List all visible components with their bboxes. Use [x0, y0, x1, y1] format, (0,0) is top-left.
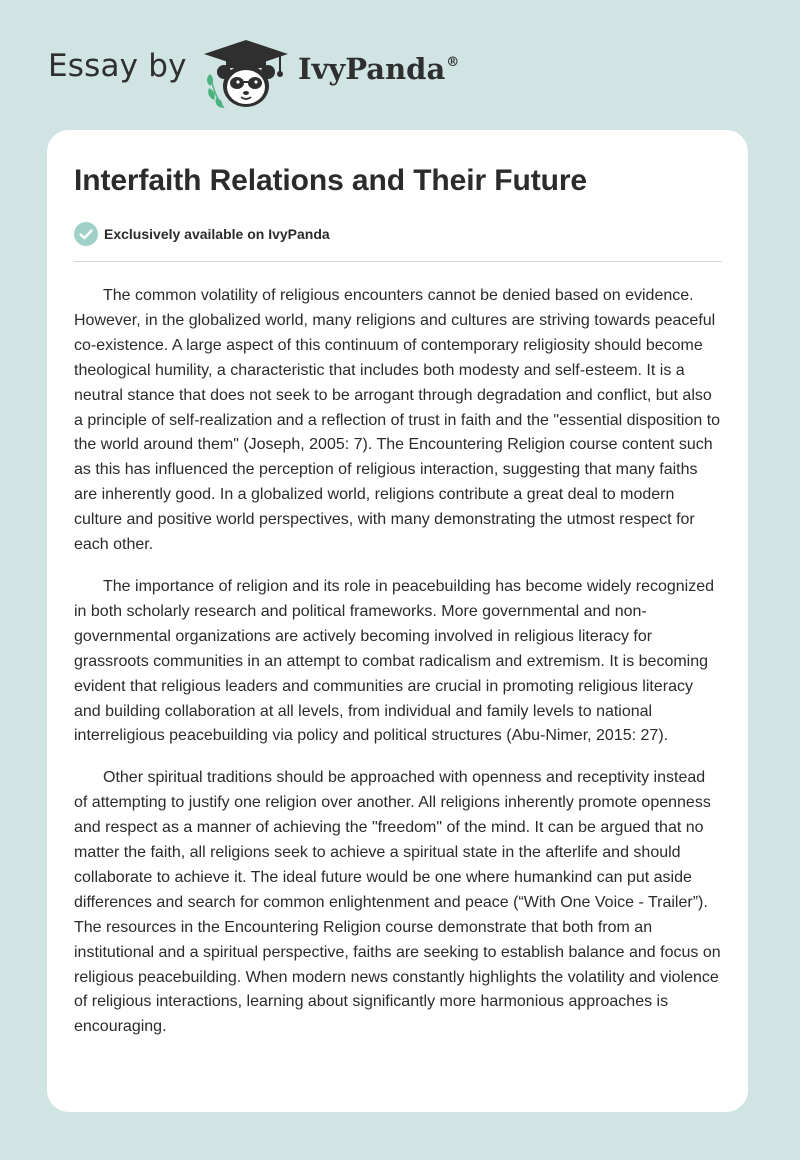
- exclusive-badge-label: Exclusively available on IvyPanda: [104, 226, 330, 242]
- ivypanda-logo-icon[interactable]: [200, 38, 292, 110]
- essay-paragraph: Other spiritual traditions should be approached with openness and receptivity instead of attempting to justify one religion over another. All religions inherently promote openness and respect as a manner of achieving the "freedom" of the mind. It can be argued that no matter the faith, all religions seek to achieve a spiritual state in the afterlife and should collaborate to achieve it. The ideal future would be one where humankind can put aside differences and search for common enlightenment and peace (“With One Voice - Trailer”). The resources in the Encountering Religion course demonstrate that both from an institutional and a spiritual perspective, faiths are seeking to establish balance and focus on religious peacebuilding. When modern news constantly highlights the volatility and violence of religious interactions, learning about significantly more harmonious approaches is encouraging.: [74, 769, 721, 1036]
- exclusive-badge: [74, 222, 330, 246]
- site-header: [0, 0, 800, 130]
- essay-body: [74, 284, 722, 1057]
- essay-paragraph: The importance of religion and its role in peacebuilding has become widely recognized in both scholarly research and political frameworks. More governmental and non-governmental organizations are actively becoming involved in religious literacy for grassroots communities in an attempt to combat radicalism and extremism. It is becoming evident that religious leaders and communities are crucial in promoting religious literacy and building collaboration at all levels, from individual and family levels to national interreligious peacebuilding via policy and political structures (Abu-Nimer, 2015: 27).: [74, 577, 715, 745]
- page-title: Interfaith Relations and Their Future: [74, 164, 588, 197]
- registered-mark: ®: [446, 55, 460, 70]
- essay-paragraph: The common volatility of religious encounters cannot be denied based on evidence. However, in the globalized world, many religions and cultures are striving towards peaceful co-existence. A large aspect of this continuum of contemporary religiosity should become theological humility, a characteristic that includes both modesty and self-esteem. It is a neutral stance that does not seek to be arrogant through degradation and conflict, but also a principle of self-realization and a reflection of trust in faith and the "essential disposition to the world around them" (Joseph, 2005: 7). The Encountering Religion course content such as this has influenced the perception of religious interaction, suggesting that many faiths are inherently good. In a globalized world, religions contribute a great deal to modern culture and positive world perspectives, with many demonstrating the utmost respect for each other.: [74, 287, 721, 554]
- title-divider: [74, 261, 722, 262]
- essay-card: [47, 130, 748, 1112]
- essay-by-label: Essay by: [48, 48, 187, 84]
- brand-name[interactable]: IvyPanda®: [298, 52, 460, 86]
- check-circle-icon: [74, 222, 98, 246]
